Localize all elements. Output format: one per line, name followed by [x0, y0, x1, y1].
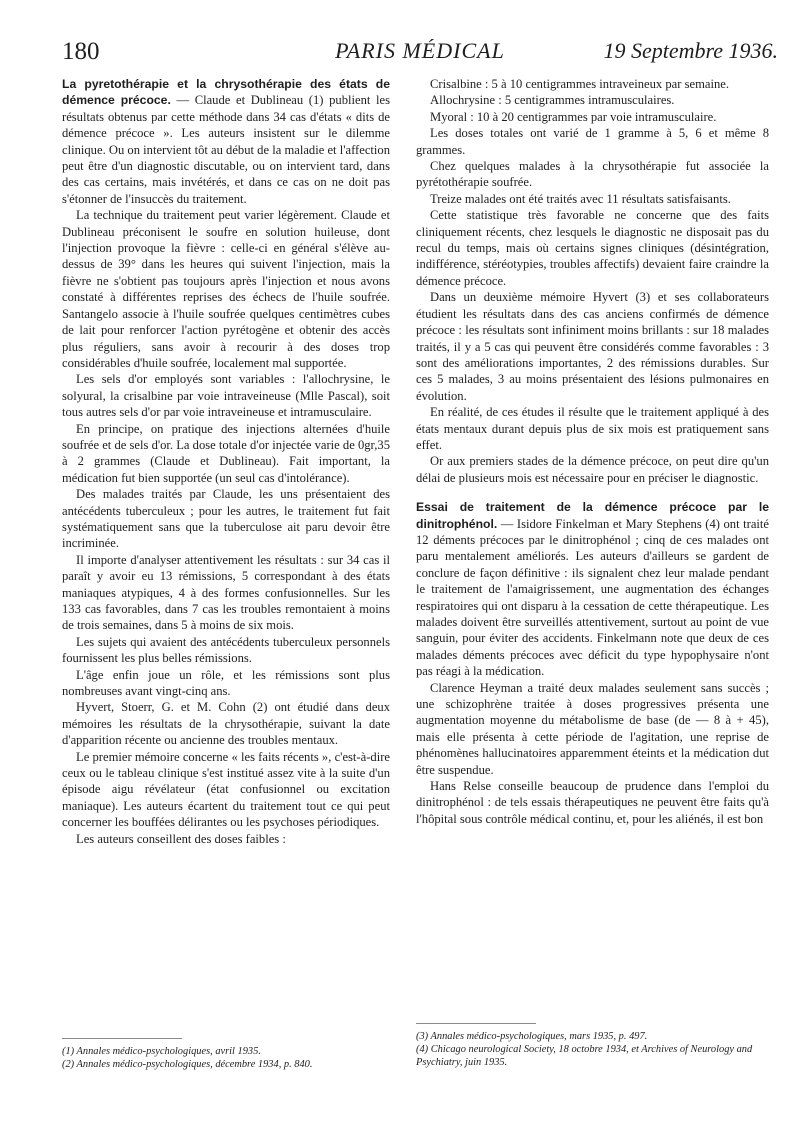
paragraph: Chez quelques malades à la chrysothérapie fut associée la pyrétothérapie soufrée.	[416, 159, 769, 190]
paragraph: Les doses totales ont varié de 1 gramme à 5, 6 et même 8 grammes.	[416, 126, 769, 157]
section-text: — Claude et Dublineau (1) publient les résultats obtenus par cette méthode dans 34 cas d'états « dits de démence précoce ». Les auteurs insistent sur le dilemme clinique. Ou on intervient tôt au début de la maladie et l'affection peut être d'un diagnostic discutable, ou on intervient tard, dans des cas certains, mais invétérés, et dans ce cas on ne doit pas s'étonner de l'insuccès du traitement.	[62, 93, 390, 206]
paragraph: Les sujets qui avaient des antécédents tuberculeux personnels fournissent les plus belles rémissions.	[62, 634, 390, 666]
footnote: (2) Annales médico-psychologiques, décembre 1934, p. 840.	[62, 1059, 313, 1070]
left-column	[62, 76, 390, 847]
paragraph: Des malades traités par Claude, les uns présentaient des antécédents tuberculeux ; pour les autres, le traitement fut fait systématiquement sans que la tuberculose ait paru devoir être incriminée.	[62, 487, 390, 551]
section-title: La pyretothérapie et la chrysothérapie des états de démence précoce.	[62, 77, 390, 108]
dose-line: Myoral : 10 à 20 centigrammes par voie intramusculaire.	[430, 109, 717, 124]
paragraph: Hans Relse conseille beaucoup de prudence dans l'emploi du dinitrophénol : de tels essais thérapeutiques ne peuvent être faits qu'à l'hôpital sous contrôle médical continu, et, pour les aliénés, il est bon	[416, 779, 769, 826]
section-text: — Isidore Finkelman et Mary Stephens (4) ont traité 12 déments précoces par le dinitrophénol ; cinq de ces malades ont paru mentalement améliorés. Les auteurs d'ailleurs se gardent de conclure de façon définitive : ils signalent chez leur malade pendant le traitement de l'amaigrissement, une augmentation des échanges respiratoires qui ont disparu à la cessation de cette thérapeutique. Les malades doivent être surveillés attentivement, surtout au point de vue sanguin, pour éviter des accidents. Finkelmann note que deux de ces malades déments précoces avec déficit du type hypophysaire n'ont pas réagi à la médication.	[416, 516, 769, 679]
paragraph: Treize malades ont été traités avec 11 résultats satisfaisants.	[430, 191, 731, 206]
footnote-rule	[416, 1023, 536, 1024]
section-dinitrophenol	[416, 499, 769, 679]
section-gap	[416, 486, 769, 499]
footnotes-right	[416, 1030, 769, 1069]
footnote: (4) Chicago neurological Society, 18 octobre 1934, et Archives of Neurology and Psychiatry, juin 1935.	[416, 1044, 753, 1068]
paragraph: Les sels d'or employés sont variables : l'allochrysine, le solyural, la crisalbine par voie intraveineuse (Mlle Pascal), soit tous autres sels d'or par voie intraveineuse et intramusculaire.	[62, 372, 390, 420]
right-column	[416, 76, 769, 827]
footnote: (1) Annales médico-psychologiques, avril 1935.	[62, 1046, 261, 1057]
section-pyretotherapie	[62, 76, 390, 207]
paragraph: En principe, on pratique des injections alternées d'huile soufrée et de sels d'or. La dose totale d'or injectée varie de 0gr,35 à 2 grammes (Claude et Dublineau). Fait important, la médication fut bien supportée (un seul cas d'intolérance).	[62, 421, 390, 485]
paragraph: Les auteurs conseillent des doses faibles :	[76, 831, 286, 846]
dose-line: Crisalbine : 5 à 10 centigrammes intraveineux par semaine.	[430, 77, 730, 91]
paragraph: Or aux premiers stades de la démence précoce, on peut dire qu'un délai de plusieurs mois est nécessaire pour en préciser le diagnostic.	[416, 454, 769, 485]
issue-date: 19 Septembre 1936.	[603, 38, 778, 63]
paragraph: La technique du traitement peut varier légèrement. Claude et Dublineau préconisent le soufre en solution huileuse, dont l'injection provoque la fièvre : celle-ci en général s'élève au-dessus de 39° dans les heures qui suivent l'injection, mais la fièvre ne s'obtient pas toujours après l'injection et nous avons constaté à différentes reprises des échecs de l'huile soufrée. Santangelo associe à l'huile soufrée quelques centimètres cubes de lait pour renforcer l'action pyrétogène et obtenir des accès plus réguliers, sans avoir à recourir à des doses trop considérables d'huile soufrée, localement mal supportée.	[62, 208, 390, 370]
paragraph: En réalité, de ces études il résulte que le traitement appliqué à des états mentaux durant depuis plus de six mois est pratiquement sans effet.	[416, 405, 769, 452]
page-number: 180	[62, 38, 100, 65]
paragraph: Il importe d'analyser attentivement les résultats : sur 34 cas il paraît y avoir eu 13 rémissions, 5 correspondant à des états maniaques atypiques, 4 à des formes confusionnelles. Sur les 133 cas favorables, dans 7 cas les troubles remontaient à moins de trois semaines, dans 5 à moins de six mois.	[62, 552, 390, 633]
footnote-rule	[62, 1038, 182, 1039]
footnote: (3) Annales médico-psychologiques, mars 1935, p. 497.	[416, 1031, 648, 1042]
paragraph: L'âge enfin joue un rôle, et les rémissions sont plus nombreuses avant vingt-cinq ans.	[62, 667, 390, 699]
paragraph: Hyvert, Stoerr, G. et M. Cohn (2) ont étudié dans deux mémoires les résultats de la chrysothérapie, suivant la date d'apparition récente ou ancienne des troubles mentaux.	[62, 700, 390, 748]
running-head	[62, 38, 778, 68]
paragraph: Clarence Heyman a traité deux malades seulement sans succès ; une schizophrène traitée à doses progressives présenta une augmentation moyenne du métabolisme de base (de — 8 à + 45), mais elle présenta à cette période de l'agitation, une reprise de phénomènes hallucinatoires apparemment éteints et la médication dut être suspendue.	[416, 680, 769, 777]
section-title: Essai de traitement de la démence précoce par le dinitrophénol.	[416, 500, 769, 531]
paragraph: Dans un deuxième mémoire Hyvert (3) et ses collaborateurs étudient les résultats dans des cas anciens confirmés de démence précoce : les résultats sont infiniment moins brillants : sur 18 malades traités, il y a 5 cas qui peuvent être considérés comme favorables : 3 sont des améliorations importantes, 2 des rémissions durables. Sur ces 5 malades, 3 au moins présentaient des lésions pulmonaires en évolution.	[416, 290, 769, 403]
paragraph: Cette statistique très favorable ne concerne que des faits cliniquement récents, chez lesquels le diagnostic ne disposait pas du recul du temps, mais où certains signes cliniques (désintégration, indifférence, stéréotypies, troubles affectifs) devaient faire craindre la démence précoce.	[416, 208, 769, 288]
journal-title: PARIS MÉDICAL	[335, 38, 505, 63]
paragraph: Le premier mémoire concerne « les faits récents », c'est-à-dire ceux ou le tableau clinique s'est institué assez vite à la suite d'un épisode aigu révélateur (état confusionnel ou excitation maniaque). Les auteurs écartent du traitement tout ce qui peut concerner les bouffées délirantes ou les psychoses périodiques.	[62, 749, 390, 830]
dose-line: Allochrysine : 5 centigrammes intramusculaires.	[430, 93, 675, 108]
footnotes-left	[62, 1045, 390, 1071]
